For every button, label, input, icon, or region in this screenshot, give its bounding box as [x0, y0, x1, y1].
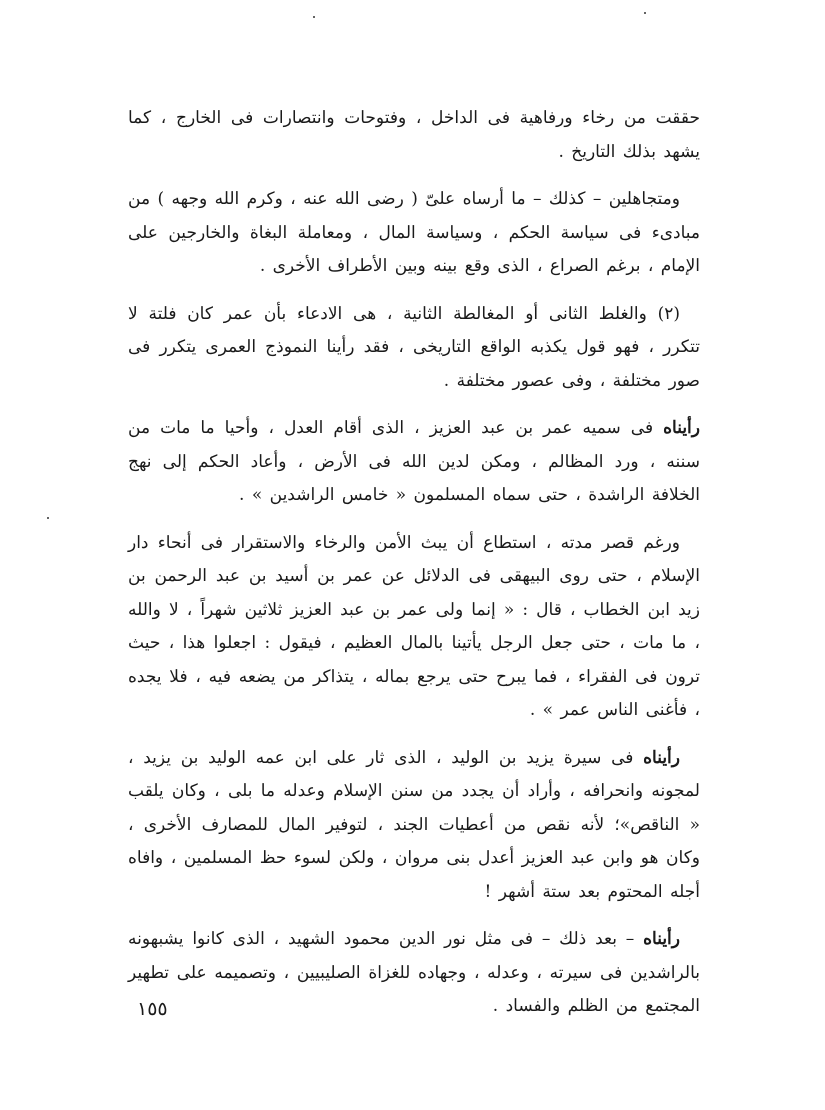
paragraph-text: فى سيرة يزيد بن الوليد ، الذى ثار على ابن عمه الوليد بن يزيد ، لمجونه وانحرافه ، وأراد أن يجدد من سنن الإسلام وعدله ما بلى ، وكان يلقب « الناقص»؛ لأنه نقص من أعطيات الجند ، لتوفير المال للمصارف الأخرى ، وكان هو وابن عبد العزيز أعدل بنى مروان ، ولكن لسوء حظ المسلمين ، وافاه أجله المحتوم بعد ستة أشهر !: [128, 747, 700, 902]
paragraph-text: فى سميه عمر بن عبد العزيز ، الذى أقام العدل ، وأحيا ما مات من سننه ، ورد المظالم ، ومكن لدين الله فى الأرض ، وأعاد الحكم إلى نهج الخلافة الراشدة ، حتى سماه المسلمون « خامس الراشدين » .: [128, 418, 700, 505]
paragraph-2: [128, 183, 700, 284]
scan-speck: [313, 16, 315, 18]
paragraph-text: ومتجاهلين – كذلك – ما أرساه علىّ ( رضى الله عنه ، وكرم الله وجهه ) من مبادىء فى سياسة الحكم ، وسياسة المال ، ومعاملة البغاة والخارجين على الإمام ، برغم الصراع ، الذى وقع بينه وبين الأطراف الأخرى .: [128, 189, 700, 276]
page-number: ١٥٥: [137, 998, 168, 1020]
paragraph-lead-word: رأيناه: [643, 929, 680, 949]
scan-speck: [644, 12, 646, 14]
paragraph-1: [128, 102, 700, 169]
paragraph-4: [128, 412, 700, 513]
paragraph-text: (٢) والغلط الثانى أو المغالطة الثانية ، هى الادعاء بأن عمر كان فلتة لا تتكرر ، فهو قول يكذبه الواقع التاريخى ، فقد رأينا النموذج العمرى يتكرر فى صور مختلفة ، وفى عصور مختلفة .: [128, 303, 700, 391]
paragraph-text: – بعد ذلك – فى مثل نور الدين محمود الشهيد ، الذى كانوا يشبهونه بالراشدين فى سيرته ، وعدله ، وجهاده للغزاة الصليبيين ، وتصميمه على تطهير المجتمع من الظلم والفساد .: [128, 929, 700, 1016]
paragraph-text: ورغم قصر مدته ، استطاع أن يبث الأمن والرخاء والاستقرار فى أنحاء دار الإسلام ، حتى روى البيهقى فى الدلائل عن عمر بن أسيد بن عبد الرحمن بن زيد ابن الخطاب ، قال : « إنما ولى عمر بن عبد العزيز ثلاثين شهراً ، لا والله ، ما مات ، حتى جعل الرجل يأتينا بالمال العظيم ، فيقول : اجعلوا هذا ، حيث ترون فى الفقراء ، فما يبرح حتى يرجع بماله ، يتذاكر من يضعه فيه ، فلا يجده ، فأغنى الناس عمر » .: [128, 532, 700, 720]
paragraph-text: حققت من رخاء ورفاهية فى الداخل ، وفتوحات وانتصارات فى الخارج ، كما يشهد بذلك التاريخ .: [128, 108, 700, 162]
paragraph-lead-word: رأيناه: [643, 747, 680, 768]
paragraph-6: [128, 742, 700, 910]
paragraph-5: [128, 527, 700, 728]
body-text: [128, 102, 700, 1038]
scan-speck: [47, 517, 49, 519]
paragraph-7: [128, 923, 700, 1024]
paragraph-3: [128, 298, 700, 399]
paragraph-lead-word: رأيناه: [663, 418, 700, 438]
